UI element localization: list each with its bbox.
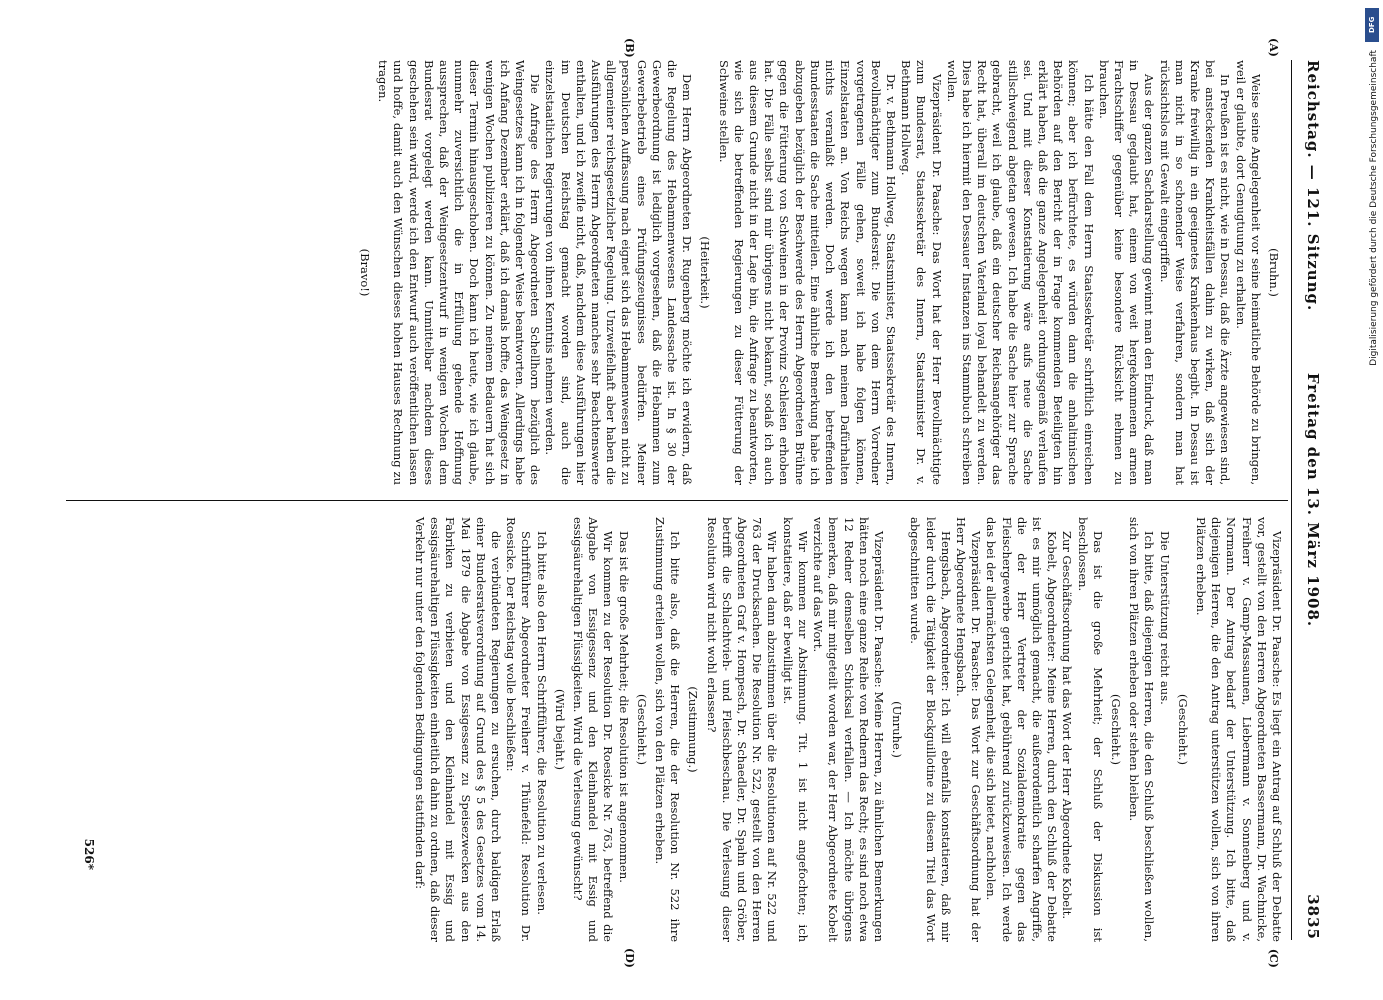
paragraph: Ich bitte, daß diejenigen Herren, die den Schluß beschließen wollen, sich von ihren Plätzen erheben oder stehen bleiben. [1127, 517, 1157, 942]
paragraph: (Wird bejaht.) [552, 688, 567, 771]
paragraph: Vizepräsident Dr. Paasche: Es liegt ein Antrag auf Schluß der Debatte vor, gestellt von den Herren Abgeordneten Bassermann, Dr. Wachnicke, Freiherr v. Gamp-Massaunen, Liebermann v. Sonnenberg und v. Normann. Der Antrag bedarf der Unterstützung. Ich bitte, daß diejenigen Herren, die den Antrag unterstützen wollen, sich von ihren Plätzen erheben. [1193, 517, 1284, 942]
paragraph: Das ist die große Mehrheit; der Schluß der Diskussion ist beschlossen. [1075, 517, 1105, 942]
dfg-logo: DFG [1365, 8, 1379, 42]
paragraph: (Zustimmung.) [686, 686, 701, 773]
header-left: Reichstag. — 121. Sitzung. [1304, 60, 1322, 312]
page-number: 3835 [1304, 894, 1322, 940]
column-divider [66, 500, 1288, 501]
paragraph: (Heiterkeit.) [698, 236, 713, 309]
paragraph: Wir haben dann abzustimmen über die Resolutionen auf Nr. 522 und 763 der Drucksachen. Die Resolution Nr. 522, gestellt von den Herren Abgeordneten Graf v. Hompesch, Dr. Schaedler, Dr. Spahn und Gröber, betrifft die Schlachtvieh- und Fleischbeschau. Die Verlesung dieser Resolution wird nicht wohl erlassen? [704, 517, 780, 942]
margin-mark-d: (D) [623, 948, 636, 968]
paragraph: Wir kommen zur Abstimmung. Tit. 1 ist nicht angefochten; ich konstatiere, daß er bewilligt ist. [780, 517, 810, 942]
digitization-credit: Digitalisierung gefördert durch die Deutsche Forschungsgemeinschaft [1369, 50, 1379, 366]
paragraph: (Unruhe.) [890, 701, 905, 758]
paragraph: Aus der ganzen Sachdarstellung gewinnt man den Eindruck, daß man in Dessau geglaubt hat, einem von weit hergekommenen armen Frachtschiffer gegenüber keine besondere Rücksicht nehmen zu brauchen. [1096, 60, 1157, 485]
document-page [46, 30, 1336, 970]
paragraph: Das ist die große Mehrheit; die Resolution ist angenommen. [616, 531, 631, 883]
paragraph: Vizepräsident Dr. Paasche: Meine Herren, zu ähnlichen Bemerkungen hätten noch eine ganze Reihe von Rednern das Recht; es sind noch etwa 12 Redner demselben Schicksal verfallen. — Ich möchte übrigens bemerken, daß mir mitgeteilt worden war, der Herr Abgeordnete Kobelt verzichte auf das Wort. [811, 517, 886, 942]
margin-mark-b: (B) [623, 38, 636, 58]
paragraph: (Geschieht.) [634, 694, 649, 765]
paragraph: Hengsbach, Abgeordneter: Ich will ebenfalls konstatieren, daß mir leider durch die Tätigkeit der Blockguillotine zu diesem Titel das Wort abgeschnitten wurde. [908, 517, 953, 942]
paragraph: Die Unterstützung reicht aus. [1157, 531, 1172, 705]
paragraph: Dem Herrn Abgeordneten Dr. Rugenberg möchte ich erwidern, daß die Regelung des Hebammenwesens Landessache ist. In § 30 der Gewerbeordnung ist lediglich vorgesehen, daß die Hebammen zum Gewerbebetrieb eines Prüfungszeugnisses bedürfen. Meiner persönlichen Auffassung nach eignet sich das Hebammenwesen nicht zu allgemeiner reichsgesetzlicher Regelung. Unzweifelhaft aber haben die Ausführungen des Herrn Abgeordneten manches sehr Beachtenswerte enthalten, und ich zweifle nicht, daß, nachdem diese Ausführungen hier im Deutschen Reichstag gemacht worden sind, auch die einzelstaatlichen Regierungen von ihnen Kenntnis nehmen werden. [543, 60, 695, 485]
signature-mark: 526* [82, 838, 96, 870]
paragraph: (Geschieht.) [1108, 694, 1123, 765]
paragraph: Schriftführer Abgeordneter Freiherr v. Thünefeld: Resolution Dr. Roesicke. Der Reichstag wolle beschließen: [504, 517, 534, 942]
paragraph: Vizepräsident Dr. Paasche: Das Wort zur Geschäftsordnung hat der Herr Abgeordnete Hengsbach. [953, 517, 984, 942]
header-center: Freitag den 13. März 1908. [1304, 372, 1322, 628]
paragraph: (Bravo!) [358, 248, 373, 297]
header-rule [1291, 60, 1292, 940]
paragraph: (Geschieht.) [1175, 694, 1190, 765]
paragraph: Dr. v. Bethmann Hollweg, Staatsminister, Staatssekretär des Innern, Bevollmächtigter zum Bundesrat: Die von dem Herrn Vorredner vorgetragenen Fälle gehen, soweit ich habe folgen können, Einzelstaaten an. Von Reichs wegen kann nach meinen Dafürhalten nichts veranlaßt werden. Doch werde ich den betreffenden Bundesstaaten die Sache mitteilen. Eine ähnliche Bemerkung habe ich abzugeben bezüglich der Beschwerde des Herrn Abgeordneten Brühne gegen die Fütterung von Schweinen in der Provinz Schlesien erhoben hat. Die Fälle selbst sind mir übrigens nicht bekannt, sodaß ich auch aus diesem Grunde nicht in der Lage bin, die Anfrage zu beantworten, wie sich die betreffenden Regierungen zu dieser Fütterung der Schweine stellen. [716, 60, 898, 485]
paragraph: Zur Geschäftsordnung hat das Wort der Herr Abgeordnete Kobelt. [1060, 531, 1075, 920]
paragraph: Kobelt, Abgeordneter: Meine Herren, durch den Schluß der Debatte ist es mir unmöglich gemacht, die außerordentlich scharfen Angriffe, die der Herr Vertreter der Sozialdemokratie gegen das Fleischergewerbe gerichtet hat, gebührend zurückzuweisen. Ich werde das bei der allernächsten Gelegenheit, die sich bietet, nachholen. [984, 517, 1060, 942]
margin-mark-c: (C) [1267, 948, 1280, 968]
paragraph: Ich bitte also, daß die Herren, die der Resolution Nr. 522 ihre Zustimmung erteilen wollen, sich von den Plätzen erheben. [653, 517, 683, 942]
running-header [1294, 60, 1322, 940]
paragraph: In Preußen ist es nicht, wie in Dessau, daß die Ärzte angewiesen sind, bei ansteckenden Krankheitsfällen dahin zu wirken, daß sich der Kranke freiwillig in ein geeignetes Krankenhaus begibt. In Dessau ist man nicht in so schonender Weise verfahren, sondern man hat rücksichtslos mit Gewalt eingegriffen. [1157, 60, 1233, 485]
paragraph: Ich bitte also den Herrn Schriftführer, die Resolution zu verlesen. [534, 531, 549, 915]
paragraph: Ich hätte den Fall dem Herrn Staatssekretär schriftlich einreichen können; aber ich befürchtete, es würden dann die anhaltinischen Behörden auf den Bericht der in Frage kommenden Beteiligten hin erklärt haben, daß die ganze Angelegenheit ordnungsgemäß verlaufen sei. Und mit dieser Konstatierung wäre aufs neue die Sache stillschweigend abgetan gewesen. Ich habe die Sache hier zur Sprache gebracht, weil ich glaube, daß ein deutscher Reichsangehöriger das Recht hat, überall im deutschen Vaterland loyal behandelt zu werden. Dies habe ich hiermit den Dessauer Instanzen ins Stammbuch schreiben wollen. [944, 60, 1096, 485]
paragraph: Vizepräsident Dr. Paasche: Das Wort hat der Herr Bevollmächtigte zum Bundesrat, Staatssekretär des Innern, Staatsminister Dr. v. Bethmann Hollweg. [899, 60, 944, 485]
paragraph: (Bruhn.) [1267, 248, 1281, 297]
paragraph: Weise seine Angelegenheit vor seine heimatliche Behörde zu bringen, weil er glaubte, dort Genugtuung zu erhalten. [1233, 60, 1263, 485]
right-column [412, 517, 1284, 942]
paragraph: Die Anfrage des Herrn Abgeordneten Schellhorn bezüglich des Weingesetzes kann ich in folgender Weise beantworten. Allerdings habe ich Anfang Dezember erklärt, daß ich damals hoffte, das Weingesetz in wenigen Wochen publizieren zu können. Zu meinem Bedauern hat sich dieser Termin hinausgeschoben. Doch kann ich heute, wie ich glaube, nunmehr zuversichtlich die in Erfüllung gehende Hoffnung aussprechen, daß der Weingesetzentwurf in wenigen Wochen dem Bundesrat vorgelegt werden kann. Unmittelbar nachdem dieses geschehen sein wird, werde ich den Entwurf auch veröffentlichen lassen und hoffe, damit auch den Wünschen dieses hohen Hauses Rechnung zu tragen. [376, 60, 543, 485]
margin-mark-a: (A) [1267, 38, 1280, 57]
paragraph: die verbündeten Regierungen zu ersuchen, durch baldigen Erlaß einer Bundesratsverordnung auf Grund des § 5 des Gesetzes vom 14. Mai 1879 die Abgabe von Essigessenz zu Speisezwecken aus den Fabriken zu verbieten und den Kleinhandel mit Essig und essigsäurehaltigen Flüssigkeiten einheitlich dahin zu ordnen, daß dieser Verkehr nur unter den folgenden Bedingungen stattfinden darf: [413, 517, 504, 942]
left-column [354, 60, 1284, 485]
paragraph: Wir kommen zu der Resolution Dr. Roesicke Nr. 763, betreffend die Abgabe von Essigessenz und den Kleinhandel mit Essig und essigsäurehaltigen Flüssigkeiten. Wird die Verlesung gewünscht? [571, 517, 616, 942]
